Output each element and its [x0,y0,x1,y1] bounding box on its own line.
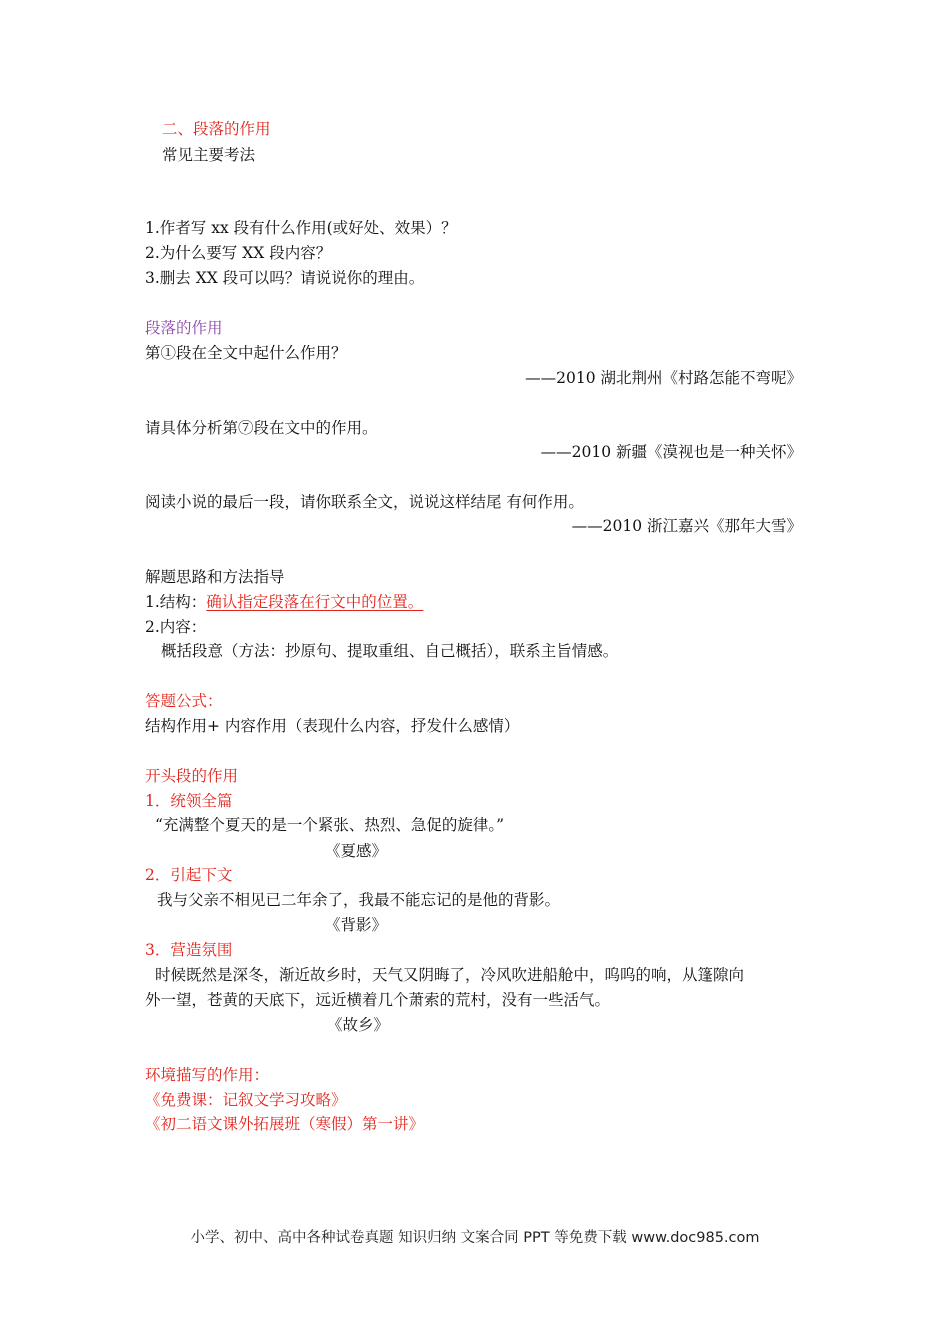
page-footer: 小学、初中、高中各种试卷真题 知识归纳 文案合同 PPT 等免费下载 www.doc985.com [190,1230,760,1246]
opening-item-quote-1: “充满整个夏天的是一个紧张、热烈、急促的旋律。” [155,816,505,834]
method-structure-text: 确认指定段落在行文中的位置。 [206,593,424,611]
example-question-1: 第①段在全文中起什么作用？ [145,344,347,362]
method-content-label: 2.内容： [145,618,207,636]
opening-item-quote-3-line-2: 外一望，苍黄的天底下，远近横着几个萧索的荒村，没有一些活气。 [145,991,611,1009]
common-methods-label: 常见主要考法 [162,146,256,164]
method-guide-title: 解题思路和方法指导 [145,568,285,586]
example-question-2: 请具体分析第⑦段在文中的作用。 [145,419,378,437]
method-content-text: 概括段意（方法：抄原句、提取重组、自己概括），联系主旨情感。 [161,642,619,660]
example-source-2: ——2010 新疆《漠视也是一种关怀》 [540,443,802,461]
example-source-1: ——2010 湖北荆州《村路怎能不弯呢》 [525,369,802,387]
example-question-3: 阅读小说的最后一段，请你联系全文，说说这样结尾 有何作用。 [145,493,584,511]
formula-title: 答题公式： [145,692,223,710]
opening-item-label-3: 3．营造氛围 [145,941,233,959]
formula-text: 结构作用+ 内容作用（表现什么内容，抒发什么感情） [145,717,520,735]
opening-item-source-3: 《故乡》 [327,1016,390,1034]
environment-link-2[interactable]: 《初二语文课外拓展班（寒假）第一讲》 [145,1115,425,1133]
opening-item-quote-3-line-1: 时候既然是深冬，渐近故乡时，天气又阴晦了，冷风吹进船舱中，呜呜的响，从篷隙向 [155,966,745,984]
opening-item-label-2: 2．引起下文 [145,866,233,884]
examples-heading: 段落的作用 [145,319,223,337]
environment-link-1[interactable]: 《免费课：记叙文学习攻略》 [145,1091,347,1109]
method-structure-line [145,592,423,612]
opening-paragraph-title: 开头段的作用 [145,767,239,785]
opening-item-label-1: 1．统领全篇 [145,792,233,810]
example-source-3: ——2010 浙江嘉兴《那年大雪》 [571,517,802,535]
section-title: 二、段落的作用 [162,120,271,138]
opening-item-quote-2: 我与父亲不相见已二年余了，我最不能忘记的是他的背影。 [157,891,561,909]
question-type-1: 1.作者写 xx 段有什么作用(或好处、效果）？ [145,219,457,237]
question-type-2: 2.为什么要写 XX 段内容？ [145,244,332,262]
question-type-3: 3.删去 XX 段可以吗？请说说你的理由。 [145,269,425,287]
opening-item-source-1: 《夏感》 [325,842,388,860]
opening-item-source-2: 《背影》 [325,916,388,934]
method-structure-label: 1.结构： [145,593,207,611]
environment-title: 环境描写的作用： [145,1066,270,1084]
